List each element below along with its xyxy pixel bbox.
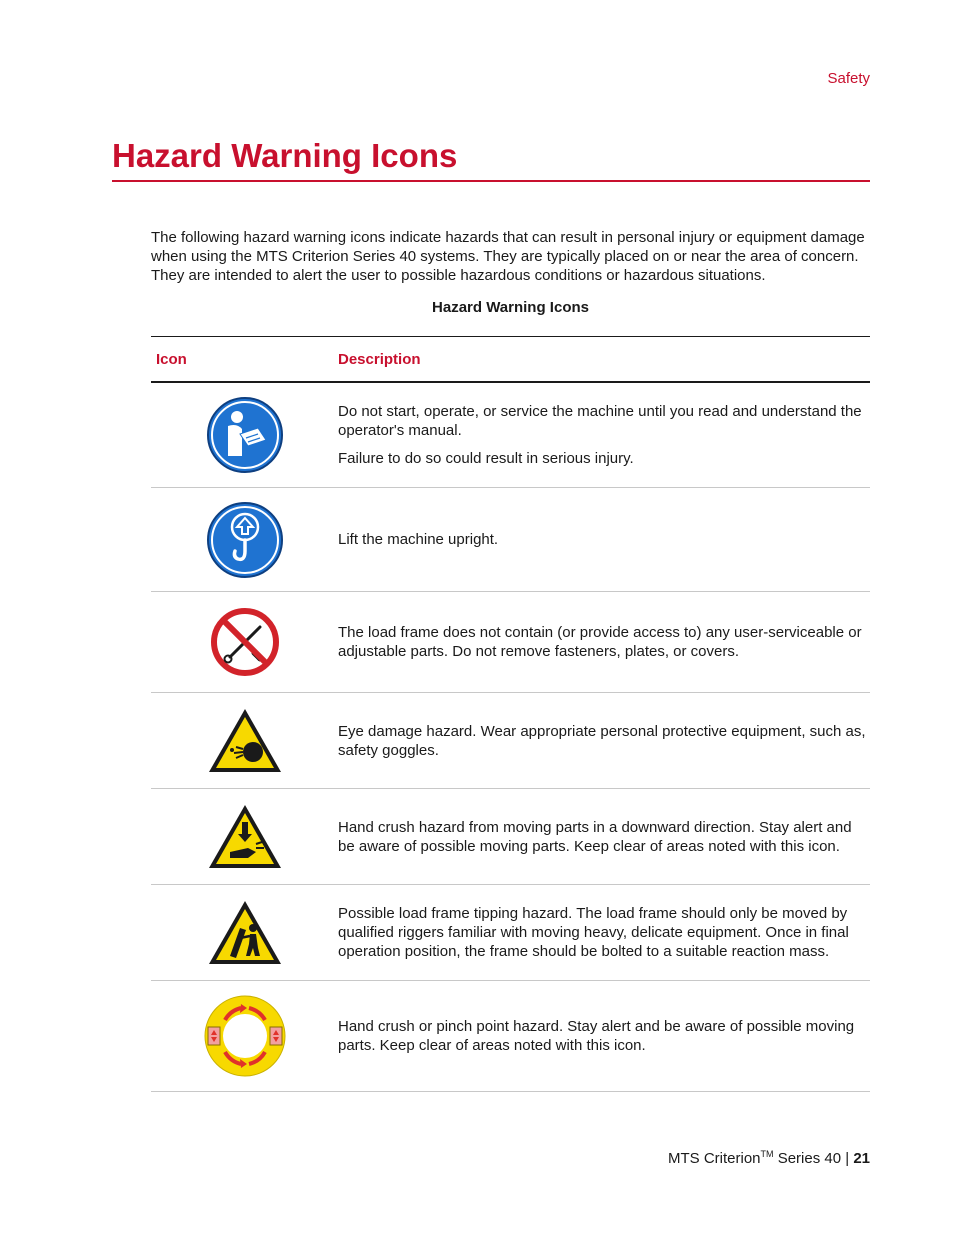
description-cell (338, 789, 870, 884)
table-row (151, 885, 870, 981)
icon-cell (151, 693, 338, 788)
page-footer (668, 1149, 870, 1167)
table-row (151, 488, 870, 592)
pinch-point-icon (203, 994, 287, 1078)
table-row (151, 693, 870, 789)
page-title: Hazard Warning Icons (112, 137, 458, 174)
description-cell (338, 693, 870, 788)
icon-cell (151, 592, 338, 692)
icon-cell (151, 383, 338, 487)
table-row (151, 592, 870, 693)
description-cell (338, 885, 870, 980)
tipping-hazard-icon (206, 898, 284, 968)
description-text: Lift the machine upright. (338, 531, 499, 548)
intro-paragraph: The following hazard warning icons indicate hazards that can result in personal injury or equipment damage when using the MTS Criterion Series 40 systems. They are typically placed on or near the area of concern. They are intended to alert the user to possible hazardous conditions or hazardous situations. (151, 229, 865, 284)
lift-upright-icon (206, 501, 284, 579)
description-text: Failure to do so could result in serious injury. (338, 450, 634, 467)
description-text: The load frame does not contain (or provide access to) any user-serviceable or adjustable parts. Do not remove fasteners, plates, or covers. (338, 624, 862, 660)
footer-product: MTS Criterion (668, 1150, 761, 1167)
eye-damage-hazard-icon (206, 706, 284, 776)
description-cell (338, 488, 870, 591)
description-text: Hand crush hazard from moving parts in a downward direction. Stay alert and be aware of possible moving parts. Keep clear of areas noted with this icon. (338, 818, 852, 855)
table-header (151, 336, 870, 383)
table-row (151, 981, 870, 1092)
description-text: Do not start, operate, or service the machine until you read and understand the operator's manual. (338, 403, 862, 439)
no-user-serviceable-parts-icon (210, 607, 280, 677)
table-caption: Hazard Warning Icons (432, 299, 589, 316)
column-header-icon: Icon (156, 350, 187, 368)
hand-crush-downward-icon (206, 802, 284, 872)
title-rule (112, 180, 870, 182)
page-number: 21 (853, 1150, 870, 1167)
description-text: Eye damage hazard. Wear appropriate personal protective equipment, such as, safety goggles. (338, 722, 866, 759)
icon-cell (151, 885, 338, 980)
hazard-table (151, 336, 870, 1092)
description-text: Hand crush or pinch point hazard. Stay alert and be aware of possible moving parts. Keep clear of areas noted with this icon. (338, 1018, 855, 1054)
description-cell (338, 592, 870, 692)
table-row (151, 383, 870, 488)
trademark-mark: TM (760, 1149, 774, 1159)
icon-cell (151, 981, 338, 1091)
icon-cell (151, 488, 338, 591)
icon-cell (151, 789, 338, 884)
read-manual-icon (206, 396, 284, 474)
column-header-description: Description (338, 350, 421, 368)
footer-series: Series 40 | (773, 1150, 854, 1167)
description-text: Possible load frame tipping hazard. The load frame should only be moved by qualified riggers familiar with moving heavy, delicate equipment. Once in final operation position, the frame should be bolted to a suitable reaction mass. (338, 905, 849, 960)
table-row (151, 789, 870, 885)
description-cell (338, 981, 870, 1091)
description-cell (338, 383, 870, 487)
section-tag: Safety (827, 70, 870, 87)
